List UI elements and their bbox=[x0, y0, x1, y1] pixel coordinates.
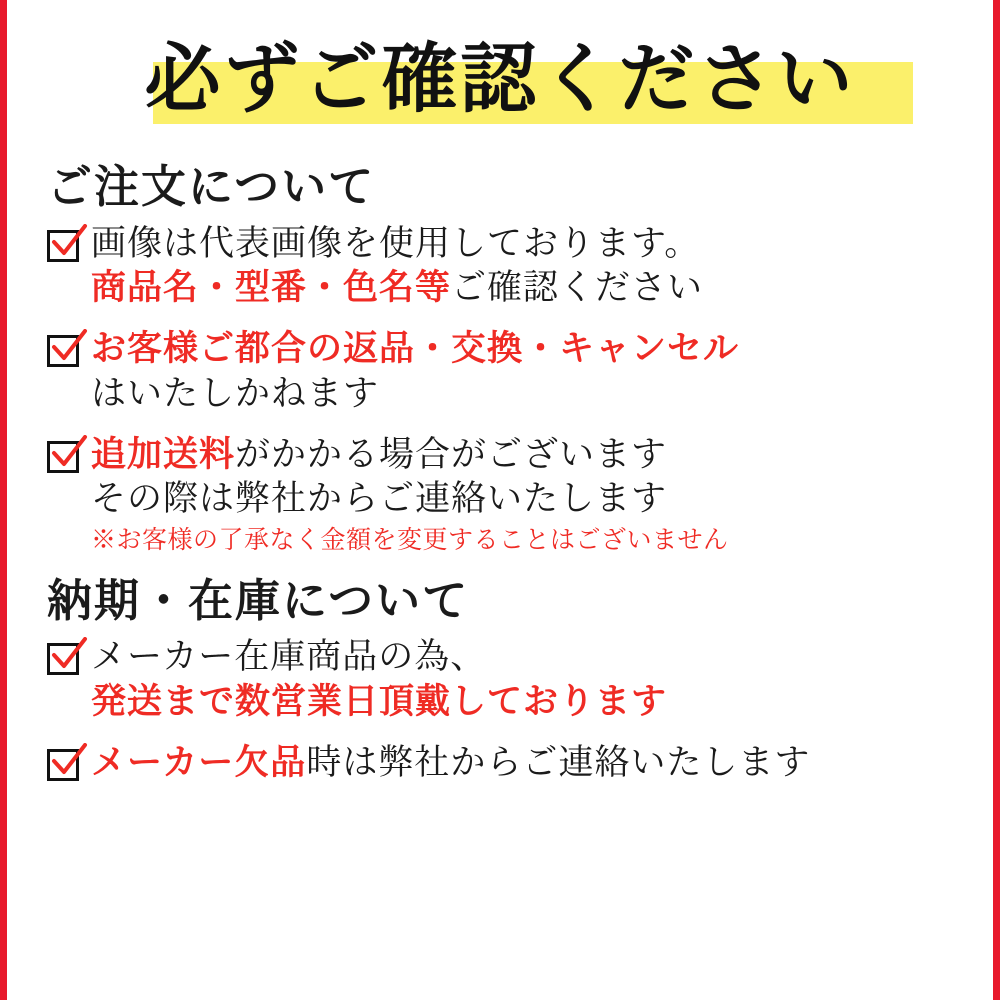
text-line: はいたしかねます bbox=[91, 373, 380, 414]
list-item-text bbox=[91, 741, 959, 786]
list-item bbox=[45, 222, 959, 312]
text-line: お客様ご都合の返品・交換・キャンセル bbox=[91, 328, 740, 370]
text-line bbox=[91, 266, 959, 311]
banner bbox=[41, 26, 959, 146]
text-line: メーカー在庫商品の為、 bbox=[91, 637, 487, 678]
page-title: 必ずご確認ください bbox=[144, 34, 856, 123]
text-rest: がかかる場合がございます bbox=[235, 434, 668, 475]
text-line: 画像は代表画像を使用しております。 bbox=[91, 223, 701, 264]
text-line: その際は弊社からご連絡いたします bbox=[91, 479, 668, 520]
list-item bbox=[45, 327, 959, 417]
text-emphasis: 追加送料 bbox=[91, 433, 236, 475]
section-heading-orders: ご注文について bbox=[47, 160, 376, 213]
text-emphasis: 商品名・型番・色名等 bbox=[91, 267, 452, 309]
text-line bbox=[91, 741, 959, 786]
checkbox-checked-icon bbox=[45, 639, 85, 679]
notice-content bbox=[7, 0, 993, 1000]
list-item bbox=[45, 433, 959, 556]
checkbox-checked-icon bbox=[45, 437, 85, 477]
list-item-text bbox=[91, 222, 959, 312]
list-item-text bbox=[91, 433, 959, 556]
text-line bbox=[91, 433, 959, 478]
text-rest: 時は弊社からご連絡いたします bbox=[306, 742, 811, 783]
text-emphasis: メーカー欠品 bbox=[91, 741, 307, 783]
list-item-text bbox=[91, 327, 959, 417]
footnote: ※お客様の了承なく金額を変更することはございません bbox=[91, 525, 729, 555]
list-item-text bbox=[91, 635, 959, 725]
checkbox-checked-icon bbox=[45, 331, 85, 371]
list-item bbox=[45, 741, 959, 786]
checkbox-checked-icon bbox=[45, 226, 85, 266]
text-rest: ご確認ください bbox=[451, 268, 704, 309]
list-item bbox=[45, 635, 959, 725]
section-heading-delivery: 納期・在庫について bbox=[47, 573, 470, 627]
checkbox-checked-icon bbox=[45, 745, 85, 785]
text-line: 発送まで数営業日頂戴しております bbox=[91, 680, 668, 722]
